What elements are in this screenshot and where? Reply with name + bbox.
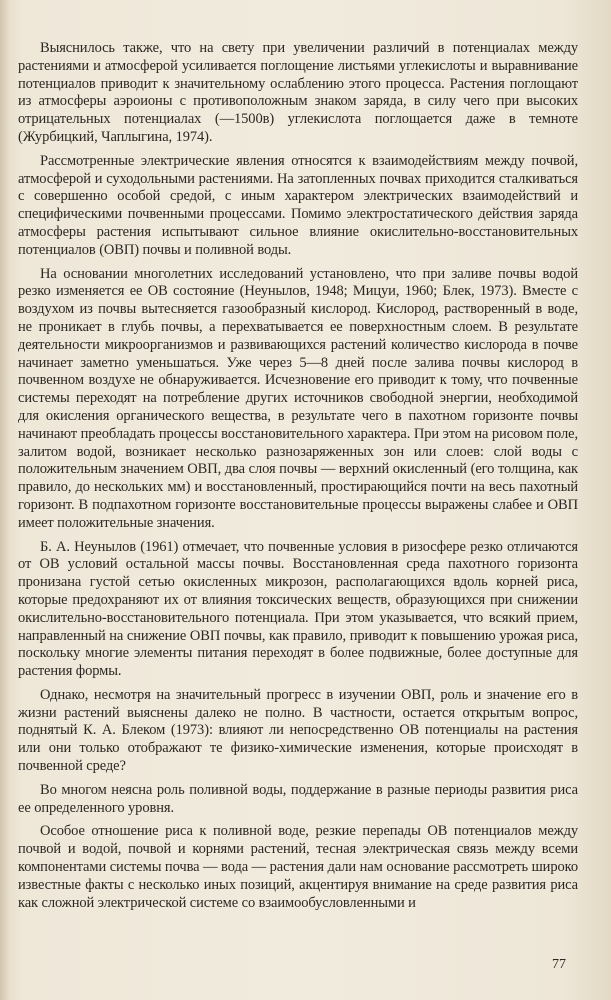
paragraph-2: Рассмотренные электрические явления относятся к взаимодействиям между почвой, атмосферой и суходольными растениями. На затопленных почвах приходится сталкиваться с совершенно особой средой, с иным характером электрических взаимодействий и специфическими почвенными процессами. Помимо электростатического действия заряда атмосферы растения испытывают сильное влияние окислительно-восстановительных потенциалов (ОВП) почвы и поливной воды.: [18, 152, 578, 258]
binding-shadow: [0, 0, 10, 1000]
paragraph-7: Особое отношение риса к поливной воде, резкие перепады ОВ потенциалов между почвой и водой, почвой и корнями растений, тесная электрическая связь между всеми компонентами системы почва — вода — растения дали нам основание рассмотреть широко известные факты с несколько иных позиций, акцентируя внимание на среде развития риса как сложной электрической системе со взаимообусловленными и: [18, 823, 578, 911]
paragraph-3: На основании многолетних исследований установлено, что при заливе почвы водой резко изменяется ее ОВ состояние (Неунылов, 1948; Мицуи, 1960; Блек, 1973). Вместе с воздухом из почвы вытесняется газообразный кислород. Кислород, растворенный в воде, не проникает в глубь почвы, а перехватывается ее поверхностным слоем. В результате деятельности микроорганизмов и развивающихся растений количество кислорода в почве начинает заметно уменьшаться. Уже через 5—8 дней после залива почвы кислород в почвенном воздухе не обнаруживается. Исчезновение его приводит к тому, что почвенные системы переходят на потребление других источников свободной энергии, необходимой для окисления органического вещества, в результате чего в пахотном горизонте почвы начинают преобладать процессы восстановительного характера. При этом на рисовом поле, залитом водой, возникает несколько разнозаряженных зон или слоев: слой воды с положительным значением ОВП, два слоя почвы — верхний окисленный (его толщина, как правило, до нескольких мм) и восстановленный, простирающийся почти на весь пахотный горизонт. В подпахотном горизонте восстановительные процессы выражены слабее и ОВП имеет положительные значения.: [18, 265, 578, 531]
paragraph-4: Б. А. Неунылов (1961) отмечает, что почвенные условия в ризосфере резко отличаются от ОВ условий остальной массы почвы. Восстановленная среда пахотного горизонта пронизана густой сетью окисленных микрозон, располагающихся вдоль корней риса, которые предохраняют их от влияния токсических веществ, образующихся при снижении окислительно-восстановительного потенциала. При этом указывается, что всякий прием, направленный на снижение ОВП почвы, как правило, приводит к повышению урожая риса, поскольку многие элементы питания переходят в более подвижные, более доступные для растения формы.: [18, 538, 578, 680]
paragraph-5: Однако, несмотря на значительный прогресс в изучении ОВП, роль и значение его в жизни растений выяснены далеко не полно. В частности, остается открытым вопрос, поднятый К. А. Блеком (1973): влияют ли непосредственно ОВ потенциалы на растения или они только отображают те физико-химические изменения, которые происходят в почвенной среде?: [18, 686, 578, 775]
body-text: [18, 40, 578, 918]
paragraph-1: Выяснилось также, что на свету при увеличении различий в потенциалах между растениями и атмосферой усиливается поглощение листьями углекислоты и выравнивание потенциалов приводит к значительному ослаблению этого процесса. Растения поглощают из атмосферы аэроионы с противоположным знаком заряда, в силу чего при высоких отрицательных потенциалах (—1500в) углекислота поглощается даже в темноте (Журбицкий, Чаплыгина, 1974).: [18, 40, 578, 145]
paragraph-6: Во многом неясна роль поливной воды, поддержание в разные периоды развития риса ее определенного уровня.: [18, 781, 578, 816]
page-number: 77: [552, 957, 566, 972]
